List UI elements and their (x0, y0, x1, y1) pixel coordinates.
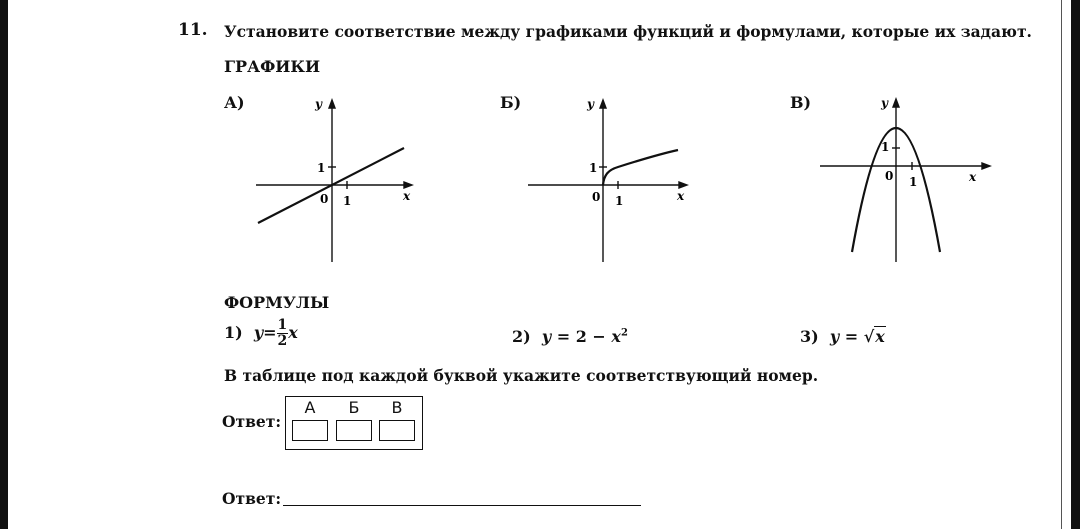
formula-3-eq: = (844, 327, 859, 346)
instruction-text: В таблице под каждой буквой укажите соответствующий номер. (224, 366, 819, 385)
graph-b-x-tick-label: 1 (615, 194, 624, 208)
graph-v-y-tick-label: 1 (881, 140, 890, 154)
answer-table (285, 396, 423, 450)
graph-v-origin: 0 (885, 169, 894, 183)
graph-v-x-tick-label: 1 (909, 175, 918, 189)
formula-2-var: x (611, 327, 621, 346)
task-number: 11. (178, 20, 208, 40)
graph-b-origin: 0 (592, 190, 601, 204)
graphs-heading: ГРАФИКИ (224, 57, 321, 76)
graph-a-label: А) (224, 93, 245, 112)
formula-1-numerator: 1 (277, 317, 288, 333)
formula-2-number: 2) (512, 327, 531, 346)
sqrt-sign-icon: √ (863, 327, 875, 346)
formulas-heading: ФОРМУЛЫ (224, 293, 330, 312)
formula-3-number: 3) (800, 327, 819, 346)
graph-a-y-tick-label: 1 (317, 161, 326, 175)
formula-2-lhs: y (541, 327, 552, 346)
answer-col-a-header: А (304, 398, 316, 417)
answer-cell-b[interactable] (336, 420, 372, 441)
task-statement: Установите соответствие между графиками функций и формулами, которые их задают. (224, 22, 1032, 41)
answer-cell-v[interactable] (379, 420, 415, 441)
formula-2-minus: − (592, 327, 606, 346)
answer-table-label: Ответ: (222, 412, 282, 431)
graph-b-y-label: y (587, 97, 594, 111)
graph-b-label: Б) (500, 93, 522, 112)
formula-2 (512, 327, 628, 346)
graph-v-y-arrow (893, 99, 899, 107)
graph-v-x-label: x (969, 170, 977, 184)
formula-1-number: 1) (224, 323, 243, 342)
formula-1 (224, 318, 298, 349)
answer-col-v-header: В (391, 398, 403, 417)
graph-b-y-tick-label: 1 (589, 161, 598, 175)
graph-v-y-label: y (881, 96, 888, 110)
graph-a-y-label: y (315, 97, 322, 111)
graph-b-x-label: x (677, 189, 685, 203)
formula-3-lhs: y (829, 327, 840, 346)
formula-1-fraction (277, 318, 289, 349)
graph-a-x-label: x (403, 189, 411, 203)
formula-1-lhs: y (253, 323, 264, 342)
graph-v-x-arrow (982, 163, 990, 169)
formula-1-var: x (288, 323, 298, 342)
graph-a-x-tick-label: 1 (343, 194, 352, 208)
formula-2-power: 2 (620, 327, 628, 339)
graph-v-label: В) (790, 93, 812, 112)
answer-line[interactable] (283, 505, 641, 506)
formula-3 (800, 327, 886, 346)
answer-cell-a[interactable] (292, 420, 328, 441)
answer-line-label: Ответ: (222, 489, 282, 508)
formula-2-eq: = (556, 327, 571, 346)
formula-1-eq: = (263, 323, 277, 342)
formula-3-radicand: x (875, 327, 885, 346)
formula-2-const: 2 (575, 327, 587, 346)
answer-col-b-header: Б (348, 398, 360, 417)
graph-a-origin: 0 (320, 192, 329, 206)
formula-1-denominator: 2 (277, 333, 288, 349)
